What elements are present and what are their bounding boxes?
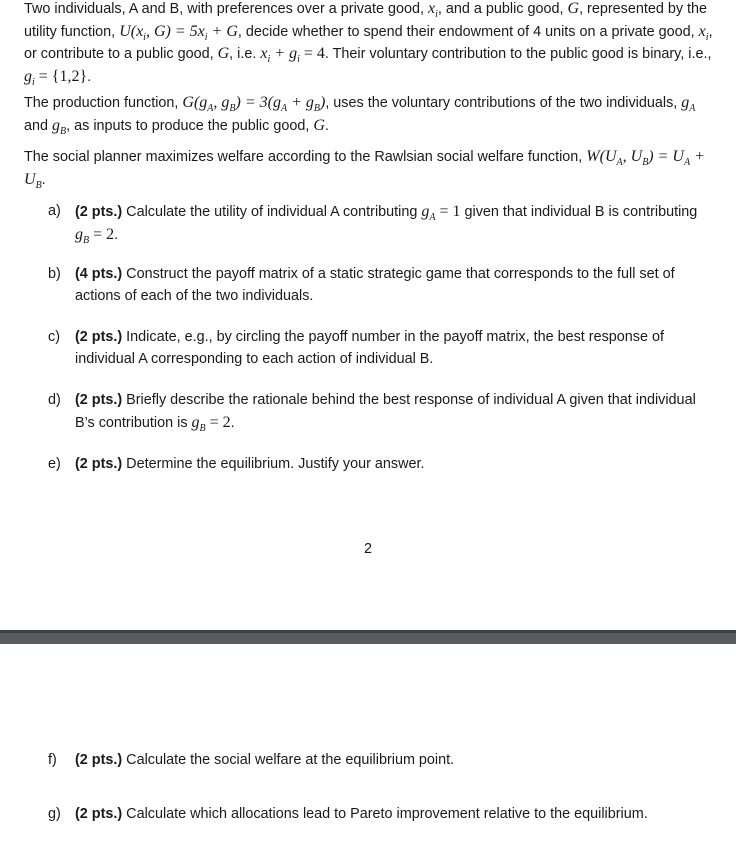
math-welfare: $W(U_A$, $U_B) = U_A + U_B$ <box>24 148 705 191</box>
text: . <box>41 171 46 188</box>
math-gA: $g_A$ <box>681 94 696 115</box>
text: , or contribute to a public good, <box>24 23 713 62</box>
question-a <box>48 201 708 246</box>
math-utility: $U(x_i$, $G) = 5x_i + G$ <box>119 22 238 43</box>
points: (2 pts.) <box>75 392 123 408</box>
text: Two individuals, A and B, with preferences over a private good, <box>24 1 428 17</box>
math-production: $G(g_A$, $g_B) = 3(g_A + g_B)$ <box>182 94 326 115</box>
question-c <box>48 327 708 370</box>
text: The social planner maximizes welfare according to the Rawlsian social welfare function, <box>24 149 587 165</box>
question-label: g) <box>48 806 61 822</box>
math-xi: $x_i$ <box>698 22 709 43</box>
points: (2 pts.) <box>75 456 123 472</box>
welfare-paragraph <box>24 146 714 191</box>
math-budget: $x_i + g_i = 4$ <box>260 45 325 66</box>
text: , i.e. <box>229 46 261 62</box>
points: (2 pts.) <box>75 752 123 768</box>
question-label: d) <box>48 392 61 408</box>
math-gB-eq-2: $g_B = 2$ <box>191 413 231 434</box>
question-b <box>48 264 708 307</box>
question-e <box>48 454 708 476</box>
text: Calculate the social welfare at the equilibrium point. <box>122 752 455 768</box>
question-label: c) <box>48 329 60 345</box>
intro-paragraph <box>24 0 714 88</box>
text: Construct the payoff matrix of a static strategic game that corresponds to the full set of actions of each of the two individuals. <box>75 266 675 304</box>
text: . Their voluntary contribution to the public good is binary, i.e., <box>324 46 712 62</box>
points: (2 pts.) <box>75 329 123 345</box>
page-separator <box>0 630 736 644</box>
text: , as inputs to produce the public good, <box>66 117 314 134</box>
question-label: e) <box>48 456 61 472</box>
text: . <box>230 414 235 431</box>
math-xi: $x_i$ <box>427 0 438 21</box>
math-G: G <box>313 116 325 134</box>
text: Calculate which allocations lead to Pareto improvement relative to the equilibrium. <box>122 806 648 822</box>
question-d <box>48 390 708 434</box>
text: , and a public good, <box>437 1 568 17</box>
text: , uses the voluntary contributions of the two individuals, <box>325 95 682 111</box>
text: . <box>324 117 329 134</box>
text: , decide whether to spend their endowment of 4 units on a private good, <box>237 23 699 40</box>
math-gA-eq-1: $g_A = 1$ <box>421 203 461 224</box>
production-paragraph <box>24 92 714 137</box>
text: given that individual B is contributing <box>460 204 698 220</box>
math-gB: $g_B$ <box>52 116 67 137</box>
question-f <box>48 750 708 772</box>
separator-edge <box>0 630 736 633</box>
points: (4 pts.) <box>75 266 123 282</box>
text: Calculate the utility of individual A contributing <box>122 204 422 220</box>
points: (2 pts.) <box>75 204 123 220</box>
math-G: G <box>217 45 230 62</box>
text: The production function, <box>24 95 183 111</box>
page-number: 2 <box>363 541 372 557</box>
text: Briefly describe the rationale behind the best response of individual A given that individual B’s contribution is <box>75 392 696 431</box>
question-label: f) <box>48 752 57 768</box>
text: . <box>87 68 92 85</box>
text: Indicate, e.g., by circling the payoff number in the payoff matrix, the best response of individual A corresponding to each action of individual B. <box>75 329 664 367</box>
math-G: G <box>567 0 580 17</box>
question-label: b) <box>48 266 61 282</box>
points: (2 pts.) <box>75 806 123 822</box>
text: . <box>114 226 119 243</box>
math-gB-eq-2: $g_B = 2$ <box>75 225 115 246</box>
text: , represented by the utility function, <box>24 1 708 40</box>
question-label: a) <box>48 203 61 219</box>
math-choice-set: $g_i = \{1,2\}$ <box>24 67 88 88</box>
text: Determine the equilibrium. Justify your answer. <box>122 456 425 472</box>
text: and <box>24 117 53 134</box>
question-g <box>48 804 708 826</box>
